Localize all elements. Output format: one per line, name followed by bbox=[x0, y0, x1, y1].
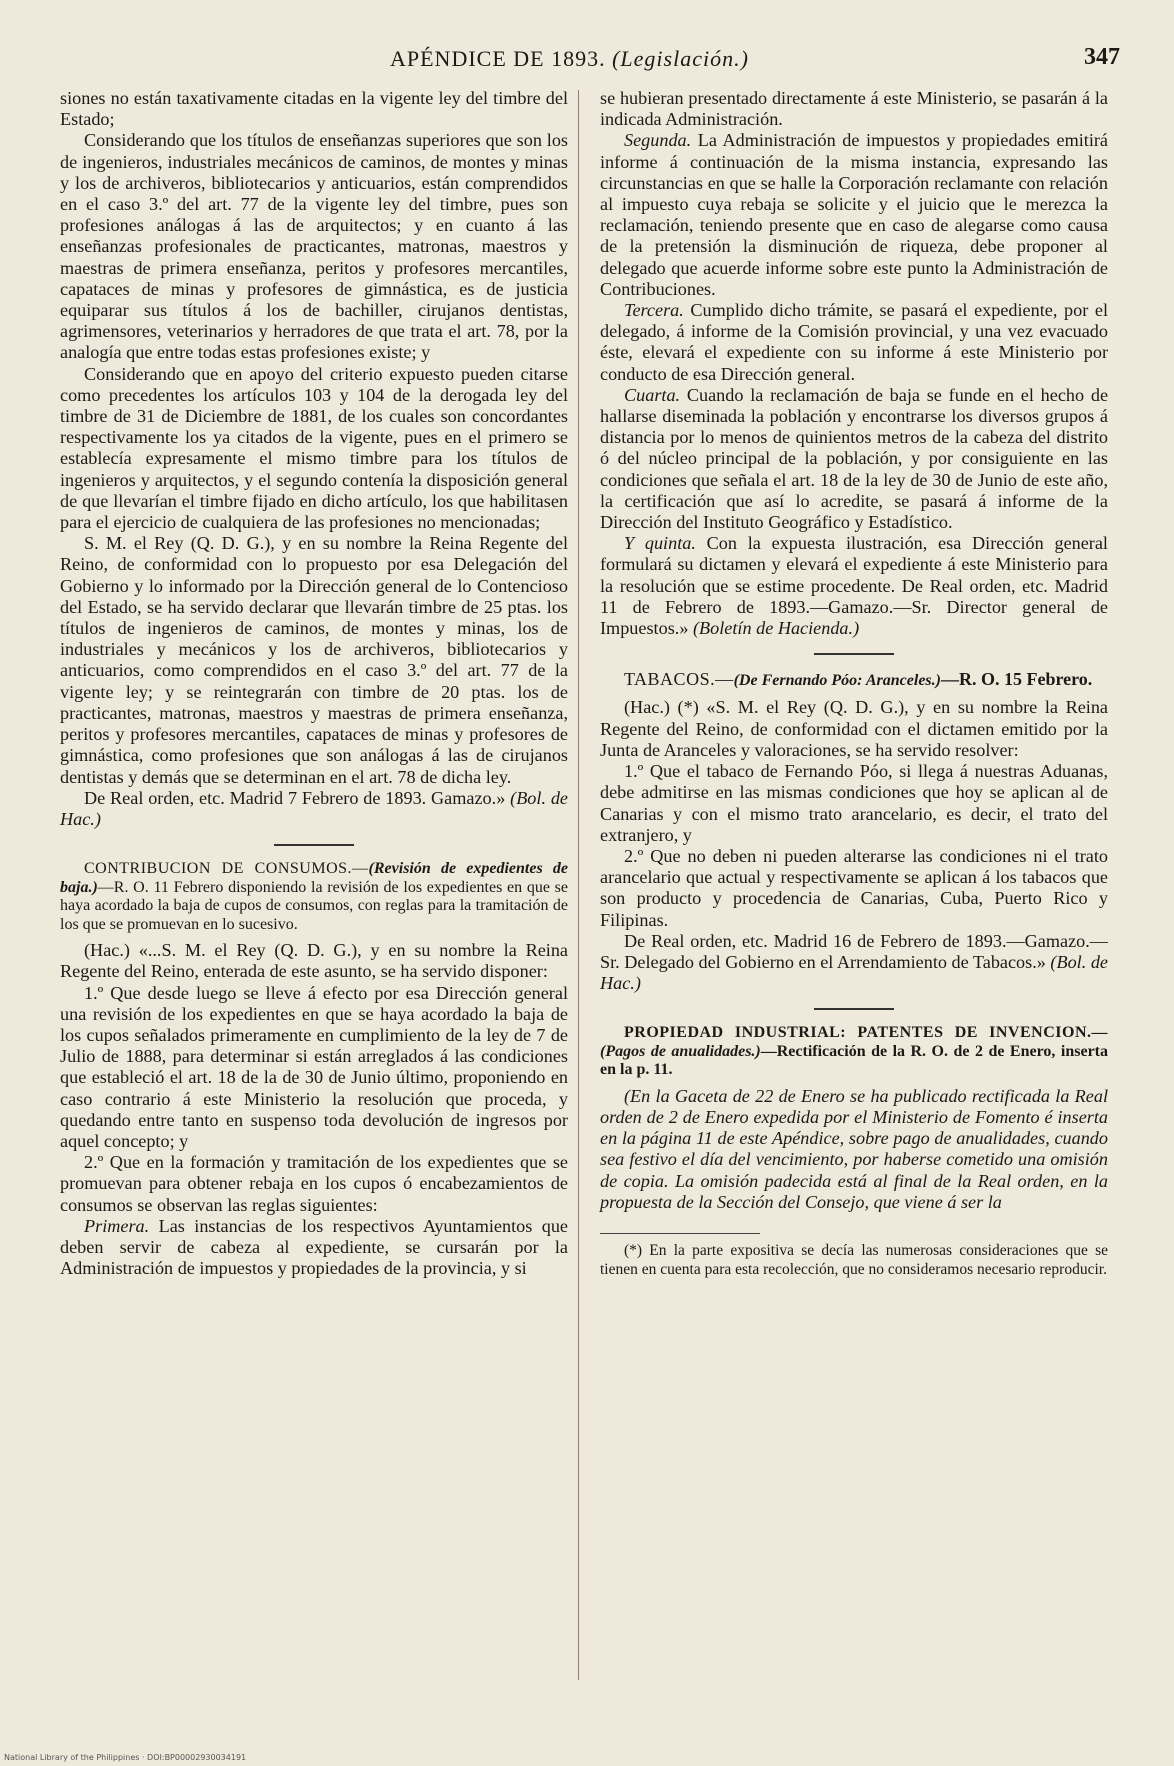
section-subtitle: (Revisión de expedientes de baja.) bbox=[60, 860, 568, 896]
section-separator bbox=[274, 844, 354, 846]
paragraph bbox=[600, 385, 1108, 533]
rule-text: Con la expuesta ilustración, esa Dirección general formulará su dictamen y elevará el expediente á este Ministerio para la resolución que se estime procedente. De Real orden, etc. Madrid 11 de Febrero de 1893.—Gamazo.—Sr. Director general de Impuestos.» bbox=[600, 533, 1108, 639]
source-citation: (Bol. de Hac.) bbox=[60, 787, 569, 829]
closing-line bbox=[600, 931, 1108, 995]
paragraph bbox=[600, 300, 1108, 385]
running-head bbox=[390, 46, 749, 72]
paragraph: 2.º Que no deben ni pueden alterarse las condiciones ni el trato arancelario que actual y respectivamente se aplican á los tabacos que son producto y procedencia de Canarias, Cuba, Puerto Rico y Filipinas. bbox=[600, 845, 1108, 930]
rule-text: Cuando la reclamación de baja se funde en el hecho de hallarse diseminada la población y encontrarse los diversos grupos á distancia por lo menos de quinientos metros de la cabeza del distrito ó del núcleo principal de la población, y por consiguiente en las condiciones que señala el art. 18 de la ley de 30 de Junio de este año, la certificación que así lo acredite, se pasará á informe de la Dirección del Instituto Geográfico y Estadístico. bbox=[600, 384, 1109, 533]
section-reference: —Rectificación de la R. O. de 2 de Enero, inserta en la p. 11. bbox=[600, 1042, 1108, 1079]
paragraph: 2.º Que en la formación y tramitación de los expedientes que se promuevan para obtener rebaja en los cupos ó encabezamientos de consumos se observan las reglas siguientes: bbox=[60, 1152, 568, 1215]
section-subtitle: (Pagos de anualidades.) bbox=[600, 1042, 761, 1060]
closing-text: De Real orden, etc. Madrid 7 Febrero de 1893. Gamazo.» bbox=[84, 787, 506, 808]
paragraph: Considerando que en apoyo del criterio expuesto pueden citarse como precedentes los artículos 103 y 104 de la derogada ley del timbre de 31 de Diciembre de 1881, de los cuales son concordantes respectivamente los ya citados de la vigente, pues en el primero se establecía expresamente el mismo timbre para los títulos de ingenieros y arquitectos, y el segundo contenía la disposición general de que llevarían el timbre fijado en dicho artículo, los que habilitasen para el ejercicio de cualquiera de las profesiones no mencionadas; bbox=[60, 363, 568, 533]
source-citation: (Boletín de Hacienda.) bbox=[692, 618, 860, 639]
page-header bbox=[60, 40, 1120, 76]
section-heading bbox=[60, 860, 568, 934]
paragraph: siones no están taxativamente citadas en la vigente ley del timbre del Estado; bbox=[60, 88, 568, 130]
rule-text: Cumplido dicho trámite, se pasará el expediente, por el delegado, á informe de la Comisión provincial, y una vez evacuado éste, elevará el expediente con su informe á este Ministerio por conducto de esa Dirección general. bbox=[600, 300, 1108, 384]
library-imprint: National Library of the Philippines · DOI:BP00002930034191 bbox=[4, 1753, 247, 1762]
section-reference: —R. O. 11 Febrero disponiendo la revisión de los expedientes en que se haya acordado la baja de cupos de consumos, con reglas para la tramitación de los que se promuevan en lo sucesivo. bbox=[60, 878, 568, 933]
rule-text: Las instancias de los respectivos Ayuntamientos que deben servir de cabeza al expediente, se cursarán por la Administración de impuestos y propiedades de la provincia, y si bbox=[60, 1215, 569, 1279]
page-number: 347 bbox=[1084, 44, 1120, 70]
column-divider bbox=[578, 90, 579, 1680]
paragraph: 1.º Que el tabaco de Fernando Póo, si llega á nuestras Aduanas, debe admitirse en las mismas condiciones que hoy se aplican al de Canarias y con el mismo trato arancelario, es decir, el trato del extranjero, y bbox=[600, 761, 1108, 845]
paragraph: (Hac.) (*) «S. M. el Rey (Q. D. G.), y en su nombre la Reina Regente del Reino, de conformidad con el dictamen emitido por la Junta de Aranceles y valoraciones, se ha servido resolver: bbox=[600, 697, 1108, 760]
italic-note: (En la Gaceta de 22 de Enero se ha publicado rectificada la Real orden de 2 de Enero expedida por el Ministerio de Fomento é inserta en la página 11 de este Apéndice, sobre pago de anualidades, cuando sea festivo el día del vencimiento, por haberse cometido una omisión de copia. La omisión padecida está al final de la Real orden, en la propuesta de la Sección del Consejo, que viene á ser la bbox=[600, 1085, 1108, 1212]
running-head-title: APÉNDICE DE 1893. bbox=[390, 46, 606, 71]
running-head-section: (Legislación.) bbox=[612, 46, 749, 71]
paragraph: (Hac.) «...S. M. el Rey (Q. D. G.), y en su nombre la Reina Regente del Reino, enterada de este asunto, se ha servido disponer: bbox=[60, 940, 568, 982]
closing-line bbox=[60, 788, 568, 830]
paragraph bbox=[60, 1216, 568, 1280]
section-reference: —R. O. 15 Febrero. bbox=[940, 669, 1093, 690]
paragraph: se hubieran presentado directamente á este Ministerio, se pasarán á la indicada Administración. bbox=[600, 88, 1108, 130]
section-separator bbox=[814, 653, 894, 655]
section-separator bbox=[814, 1008, 894, 1010]
section-heading bbox=[600, 1024, 1108, 1080]
source-citation: (Bol. de Hac.) bbox=[600, 951, 1108, 994]
rule-label: Cuarta. bbox=[624, 384, 681, 405]
right-column bbox=[600, 88, 1108, 1279]
rule-label: Segunda. bbox=[624, 130, 692, 151]
paragraph: Considerando que los títulos de enseñanzas superiores que son los de ingenieros, industriales mecánicos de caminos, de montes y minas y los de archiveros, bibliotecarios y anticuarios, están comprendidos en el caso 3.º del art. 77 de la vigente ley del timbre, pues son profesiones análogas á las de arquitectos; y en cuanto á las enseñanzas profesionales de practicantes, matronas, maestros y maestras de primera enseñanza, peritos y profesores mercantiles, capataces de minas y profesores de gimnástica, es de justicia equiparar sus títulos á los de bachiller, cirujanos dentistas, agrimensores, veterinarios y herradores de que trata el art. 78, por la analogía que entre todas estas profesiones existe; y bbox=[60, 130, 568, 363]
paragraph bbox=[600, 533, 1108, 639]
footnote-rule bbox=[600, 1233, 760, 1234]
section-subtitle: (De Fernando Póo: Aranceles.) bbox=[733, 672, 941, 690]
rule-label: Primera. bbox=[84, 1215, 150, 1236]
paragraph bbox=[600, 130, 1108, 300]
rule-text: La Administración de impuestos y propiedades emitirá informe á continuación de la misma instancia, expresando las circunstancias en que se halle la Corporación reclamante con relación al impuesto cuya rebaja se solicite y el juicio que le merezca la reclamación, teniendo presente que en caso de alegarse como causa de la pretensión la disminución de riqueza, debe proponer al delegado que acuerde informe sobre este punto la Administración de Contribuciones. bbox=[600, 130, 1109, 299]
left-column bbox=[60, 88, 568, 1279]
section-heading bbox=[600, 669, 1108, 691]
section-title: CONTRIBUCION DE CONSUMOS.— bbox=[84, 860, 369, 878]
paragraph: 1.º Que desde luego se lleve á efecto por esa Dirección general una revisión de los expedientes en que se haya acordado la baja de los cupos señalados primeramente en cumplimiento de la ley de 7 de Julio de 1888, para determinar si están arreglados á las condiciones que estableció el art. 18 de la de 30 de Junio último, proponiendo en caso contrario á este Ministerio la resolución que proceda, y quedando entre tanto en suspenso toda devolución de ingresos por aquel concepto; y bbox=[60, 982, 568, 1151]
rule-label: Y quinta. bbox=[624, 533, 696, 554]
footnote: (*) En la parte expositiva se decía las numerosas consideraciones que se tienen en cuenta para esta recolección, que no consideramos necesario reproducir. bbox=[600, 1242, 1108, 1278]
closing-text: De Real orden, etc. Madrid 16 de Febrero de 1893.—Gamazo.—Sr. Delegado del Gobierno en el Arrendamiento de Tabacos.» bbox=[600, 930, 1108, 972]
rule-label: Tercera. bbox=[624, 300, 684, 321]
section-title: PROPIEDAD INDUSTRIAL: PATENTES DE INVENCION.— bbox=[624, 1024, 1108, 1042]
section-title: TABACOS.— bbox=[624, 669, 734, 690]
paragraph: S. M. el Rey (Q. D. G.), y en su nombre la Reina Regente del Reino, de conformidad con lo propuesto por esa Delegación del Gobierno y lo informado por la Dirección general de lo Contencioso del Estado, se ha servido declarar que llevarán timbre de 25 ptas. los títulos de ingenieros de caminos, de montes y minas, los de industriales y mecánicos y los de archiveros, bibliotecarios y anticuarios, como comprendidos en el caso 3.º del art. 77 de la vigente ley; y se reintegrarán con timbre de 20 ptas. los de practicantes, matronas, maestros y maestras de primera enseñanza, peritos y profesores mercantiles, capataces de minas y profesores de gimnástica, como profesiones que son análogas á las de cirujanos dentistas y demás que se determinan en el art. 78 de dicha ley. bbox=[60, 533, 568, 787]
